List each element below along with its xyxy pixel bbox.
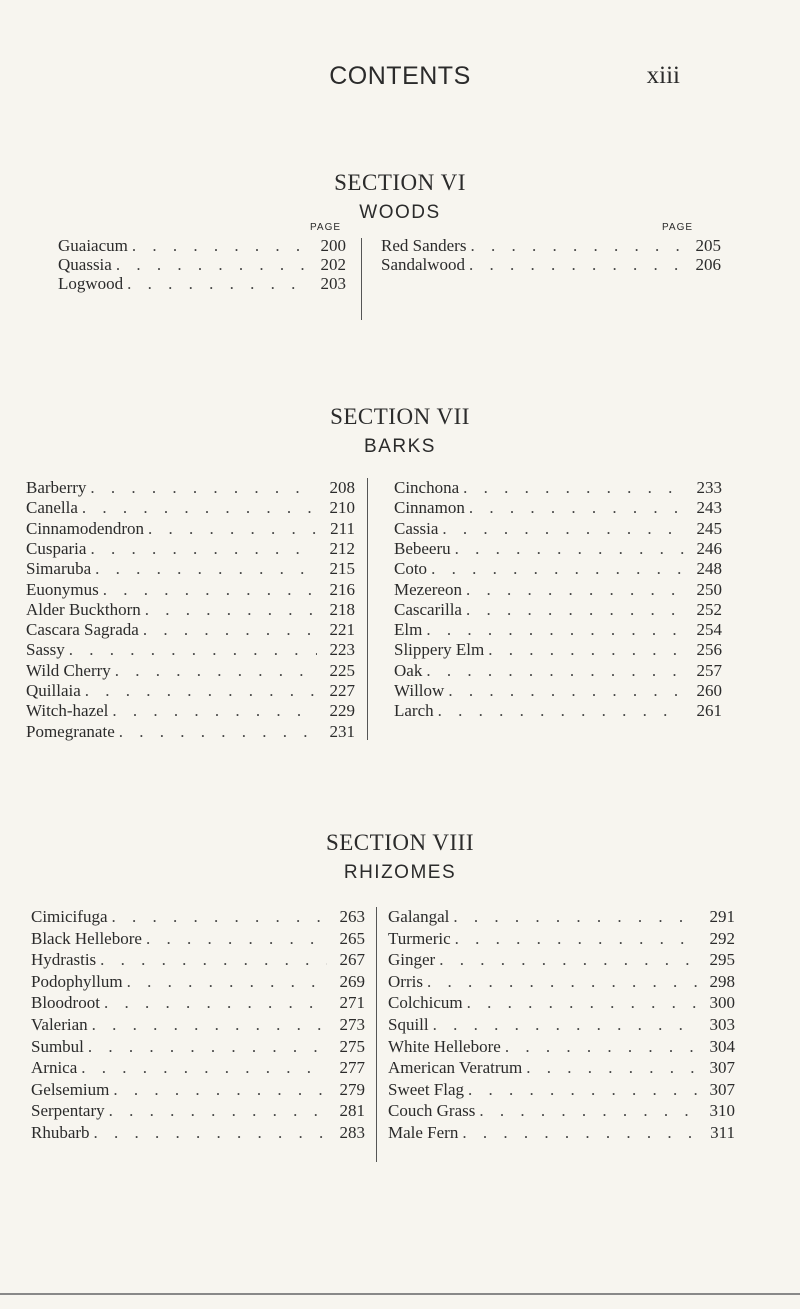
toc-entry-page: 208 — [329, 478, 355, 497]
toc-entry-name: Oak — [394, 660, 423, 680]
toc-entry-name: Bloodroot — [31, 993, 100, 1013]
toc-entry-name: Quillaia — [26, 681, 81, 700]
section-rhizomes — [0, 830, 800, 884]
toc-entry-name: Sassy — [26, 640, 65, 660]
toc-entry-page: 215 — [329, 559, 355, 579]
toc-entry-name: White Hellebore — [388, 1036, 501, 1056]
toc-entry — [394, 539, 722, 559]
toc-entry-name: Red Sanders — [381, 236, 467, 255]
section-title: SECTION VII — [330, 404, 470, 429]
toc-entry-page: 300 — [709, 993, 735, 1013]
toc-entry-page: 200 — [320, 236, 346, 255]
dot-leader — [116, 255, 308, 275]
toc-entry-page: 256 — [696, 640, 722, 660]
toc-entry — [31, 972, 365, 992]
toc-entry — [26, 640, 355, 660]
toc-entry-name: Arnica — [31, 1058, 78, 1078]
toc-entry-page: 271 — [339, 993, 365, 1013]
dot-leader — [455, 929, 697, 949]
toc-entry — [388, 1015, 735, 1035]
toc-entry-name: Cascara Sagrada — [26, 620, 139, 640]
toc-entry-name: Sweet Flag — [388, 1079, 465, 1099]
dot-leader — [526, 1058, 697, 1078]
dot-leader — [81, 1058, 327, 1078]
toc-entry — [31, 1058, 365, 1078]
dot-leader — [127, 274, 308, 294]
toc-entry-name: Rhubarb — [31, 1123, 90, 1142]
toc-entry-name: Coto — [394, 559, 428, 579]
toc-entry-name: Gelsemium — [31, 1079, 110, 1099]
toc-entry — [26, 580, 355, 600]
page-title: CONTENTS — [329, 62, 471, 90]
dot-leader — [127, 972, 327, 992]
dot-leader — [505, 1037, 697, 1057]
dot-leader — [469, 498, 684, 518]
toc-entry-name: Galangal — [388, 907, 450, 926]
toc-entry-page: 223 — [329, 640, 355, 660]
toc-entry-name: Euonymus — [26, 579, 99, 599]
toc-entry-page: 218 — [329, 599, 355, 619]
toc-entry — [381, 236, 721, 256]
toc-entry-name: Willow — [394, 681, 445, 700]
toc-entry-page: 225 — [329, 660, 355, 680]
toc-entry-page: 229 — [329, 701, 355, 721]
section-subtitle: WOODS — [359, 202, 441, 223]
toc-entry-page: 210 — [329, 498, 355, 518]
toc-entry — [58, 274, 346, 294]
dot-leader — [90, 539, 317, 559]
toc-entry — [26, 519, 355, 539]
dot-leader — [95, 559, 317, 579]
toc-entry-page: 279 — [339, 1079, 365, 1099]
toc-entry-name: Black Hellebore — [31, 928, 142, 948]
toc-entry-name: Bebeeru — [394, 538, 451, 558]
dot-leader — [69, 640, 317, 660]
toc-entry — [394, 478, 722, 498]
dot-leader — [111, 907, 327, 927]
dot-leader — [438, 701, 684, 721]
toc-entry-page: 307 — [709, 1058, 735, 1078]
toc-entry-name: Mezereon — [394, 579, 462, 599]
dot-leader — [439, 950, 697, 970]
toc-entry-name: Elm — [394, 620, 423, 640]
toc-entry-name: Cinnamodendron — [26, 518, 145, 538]
toc-entry-page: 254 — [696, 620, 722, 640]
dot-leader — [94, 1123, 327, 1143]
dot-leader — [479, 1101, 697, 1121]
dot-leader — [467, 993, 697, 1013]
toc-entry — [26, 620, 355, 640]
toc-entry-page: 245 — [696, 518, 722, 538]
toc-entry — [26, 722, 355, 742]
dot-leader — [88, 1037, 327, 1057]
toc-entry-page: 295 — [709, 950, 735, 970]
toc-entry-name: Quassia — [58, 255, 112, 274]
dot-leader — [468, 1080, 697, 1100]
dot-leader — [104, 993, 327, 1013]
dot-leader — [455, 539, 684, 559]
dot-leader — [448, 681, 684, 701]
toc-entry-page: 250 — [696, 579, 722, 599]
toc-entry-page: 304 — [709, 1036, 735, 1056]
toc-entry-name: Guaiacum — [58, 236, 128, 255]
section-subtitle: RHIZOMES — [343, 862, 457, 883]
toc-entry-name: Canella — [26, 498, 78, 518]
toc-entry-page: 206 — [695, 255, 721, 274]
toc-entry — [31, 1101, 365, 1121]
toc-entry-page: 233 — [696, 478, 722, 497]
toc-entry — [388, 950, 735, 970]
dot-leader — [426, 661, 684, 681]
dot-leader — [145, 600, 317, 620]
dot-leader — [132, 236, 308, 256]
toc-entry-name: Couch Grass — [388, 1101, 476, 1121]
dot-leader — [463, 478, 684, 498]
toc-entry — [58, 236, 346, 256]
toc-entry — [394, 701, 722, 721]
toc-entry-name: Cinchona — [394, 478, 460, 497]
dot-leader — [92, 1015, 327, 1035]
toc-entry — [394, 559, 722, 579]
toc-entry-name: Sumbul — [31, 1036, 84, 1056]
toc-entry-name: Logwood — [58, 274, 124, 293]
toc-entry-page: 269 — [339, 971, 365, 991]
toc-entry-name: Male Fern — [388, 1123, 459, 1142]
toc-entry-name: Ginger — [388, 950, 436, 970]
dot-leader — [433, 1015, 697, 1035]
toc-entry-page: 281 — [339, 1101, 365, 1121]
toc-entry — [31, 907, 365, 927]
dot-leader — [466, 580, 684, 600]
toc-entry — [394, 640, 722, 660]
toc-entry-page: 248 — [696, 559, 722, 579]
page-edge-line — [0, 1293, 800, 1295]
toc-entry-name: Simaruba — [26, 559, 92, 579]
toc-entry — [26, 681, 355, 701]
section-title: SECTION VI — [334, 170, 466, 195]
dot-leader — [442, 519, 684, 539]
toc-entry — [31, 1015, 365, 1035]
toc-entry-page: 257 — [696, 660, 722, 680]
toc-entry — [388, 993, 735, 1013]
toc-entry — [394, 681, 722, 701]
dot-leader — [462, 1123, 697, 1143]
dot-leader — [119, 722, 317, 742]
toc-entry-page: 277 — [339, 1058, 365, 1078]
toc-entry-page: 292 — [709, 928, 735, 948]
toc-entry-name: Turmeric — [388, 928, 451, 948]
toc-entry — [26, 498, 355, 518]
toc-entry-name: Wild Cherry — [26, 660, 111, 680]
toc-entry-name: Colchicum — [388, 993, 463, 1013]
dot-leader — [470, 236, 683, 256]
toc-entry-name: American Veratrum — [388, 1058, 523, 1078]
toc-entry-page: 307 — [709, 1079, 735, 1099]
toc-entry-page: 283 — [339, 1123, 365, 1142]
dot-leader — [488, 640, 684, 660]
toc-entry-page: 303 — [709, 1015, 735, 1034]
toc-entry — [26, 559, 355, 579]
toc-entry — [31, 1123, 365, 1143]
toc-entry-page: 231 — [329, 721, 355, 741]
column-divider — [367, 478, 368, 740]
toc-entry — [394, 661, 722, 681]
column-divider — [361, 238, 362, 320]
toc-entry — [388, 1058, 735, 1078]
dot-leader — [427, 972, 697, 992]
toc-entry-name: Cinnamon — [394, 498, 465, 518]
toc-entry-page: 205 — [695, 236, 721, 255]
dot-leader — [112, 701, 317, 721]
dot-leader — [109, 1101, 327, 1121]
toc-entry-page: 252 — [696, 599, 722, 619]
toc-entry-name: Cascarilla — [394, 599, 462, 619]
toc-entry-page: 298 — [709, 971, 735, 991]
toc-entry-page: 216 — [329, 579, 355, 599]
toc-entry-name: Larch — [394, 701, 434, 721]
section-subtitle: BARKS — [364, 436, 436, 457]
dot-leader — [90, 478, 317, 498]
toc-entry — [58, 255, 346, 275]
dot-leader — [148, 519, 317, 539]
toc-entry — [26, 478, 355, 498]
toc-entry-page: 261 — [696, 701, 722, 721]
dot-leader — [146, 929, 327, 949]
toc-entry — [388, 1080, 735, 1100]
toc-entry — [388, 972, 735, 992]
toc-entry-page: 203 — [320, 274, 346, 293]
dot-leader — [469, 255, 683, 275]
toc-entry-page: 263 — [339, 907, 365, 926]
toc-entry-name: Sandalwood — [381, 255, 466, 274]
section-woods — [0, 170, 800, 224]
toc-entry-page: 291 — [709, 907, 735, 926]
section-barks — [0, 404, 800, 458]
toc-entry-page: 212 — [329, 538, 355, 558]
toc-entry — [26, 600, 355, 620]
toc-entry-page: 243 — [696, 498, 722, 518]
dot-leader — [100, 950, 327, 970]
toc-entry-name: Slippery Elm — [394, 640, 485, 660]
toc-entry — [26, 539, 355, 559]
toc-entry — [388, 929, 735, 949]
toc-entry-page: 265 — [339, 928, 365, 948]
toc-entry — [388, 1101, 735, 1121]
page-header — [0, 62, 800, 102]
toc-entry — [394, 580, 722, 600]
section-title: SECTION VIII — [325, 830, 475, 855]
toc-entry — [31, 993, 365, 1013]
toc-entry — [26, 701, 355, 721]
toc-entry-page: 311 — [710, 1123, 735, 1142]
toc-entry — [394, 620, 722, 640]
toc-entry — [388, 907, 735, 927]
toc-entry — [31, 929, 365, 949]
toc-entry — [31, 950, 365, 970]
dot-leader — [143, 620, 317, 640]
toc-entry-name: Podophyllum — [31, 971, 123, 991]
toc-entry-name: Alder Buckthorn — [26, 599, 141, 619]
page-column-label-right: PAGE — [662, 222, 694, 233]
toc-entry-name: Orris — [388, 971, 423, 991]
toc-entry-name: Cusparia — [26, 538, 87, 558]
toc-entry — [394, 600, 722, 620]
toc-entry — [26, 661, 355, 681]
toc-entry — [381, 255, 721, 275]
toc-entry — [388, 1123, 735, 1143]
toc-entry-name: Pomegranate — [26, 721, 115, 741]
toc-entry-page: 221 — [329, 620, 355, 640]
toc-entry-page: 275 — [339, 1036, 365, 1056]
toc-entry-name: Barberry — [26, 478, 87, 497]
toc-entry — [31, 1080, 365, 1100]
toc-entry-page: 310 — [709, 1101, 735, 1121]
dot-leader — [103, 580, 317, 600]
column-divider — [376, 907, 377, 1162]
dot-leader — [466, 600, 684, 620]
dot-leader — [85, 681, 317, 701]
toc-entry-name: Witch-hazel — [26, 701, 109, 721]
toc-entry-name: Cimicifuga — [31, 907, 108, 926]
dot-leader — [426, 620, 684, 640]
toc-entry-name: Valerian — [31, 1015, 88, 1034]
dot-leader — [115, 661, 317, 681]
toc-entry-page: 267 — [339, 950, 365, 970]
toc-entry-name: Serpentary — [31, 1101, 105, 1121]
toc-entry — [394, 498, 722, 518]
toc-entry-name: Squill — [388, 1015, 429, 1034]
toc-entry — [388, 1037, 735, 1057]
toc-entry-name: Hydrastis — [31, 950, 97, 970]
toc-entry-page: 260 — [696, 681, 722, 700]
toc-entry-page: 246 — [696, 538, 722, 558]
toc-entry — [394, 519, 722, 539]
toc-entry-page: 273 — [339, 1015, 365, 1034]
page-number: xiii — [646, 62, 680, 89]
toc-entry-page: 202 — [320, 255, 346, 274]
toc-entry-page: 227 — [329, 681, 355, 700]
dot-leader — [453, 907, 697, 927]
toc-entry-page: 211 — [330, 518, 355, 538]
toc-entry — [31, 1037, 365, 1057]
dot-leader — [431, 559, 684, 579]
dot-leader — [113, 1080, 327, 1100]
toc-entry-name: Cassia — [394, 518, 439, 538]
page-column-label-left: PAGE — [310, 222, 342, 233]
dot-leader — [82, 498, 317, 518]
